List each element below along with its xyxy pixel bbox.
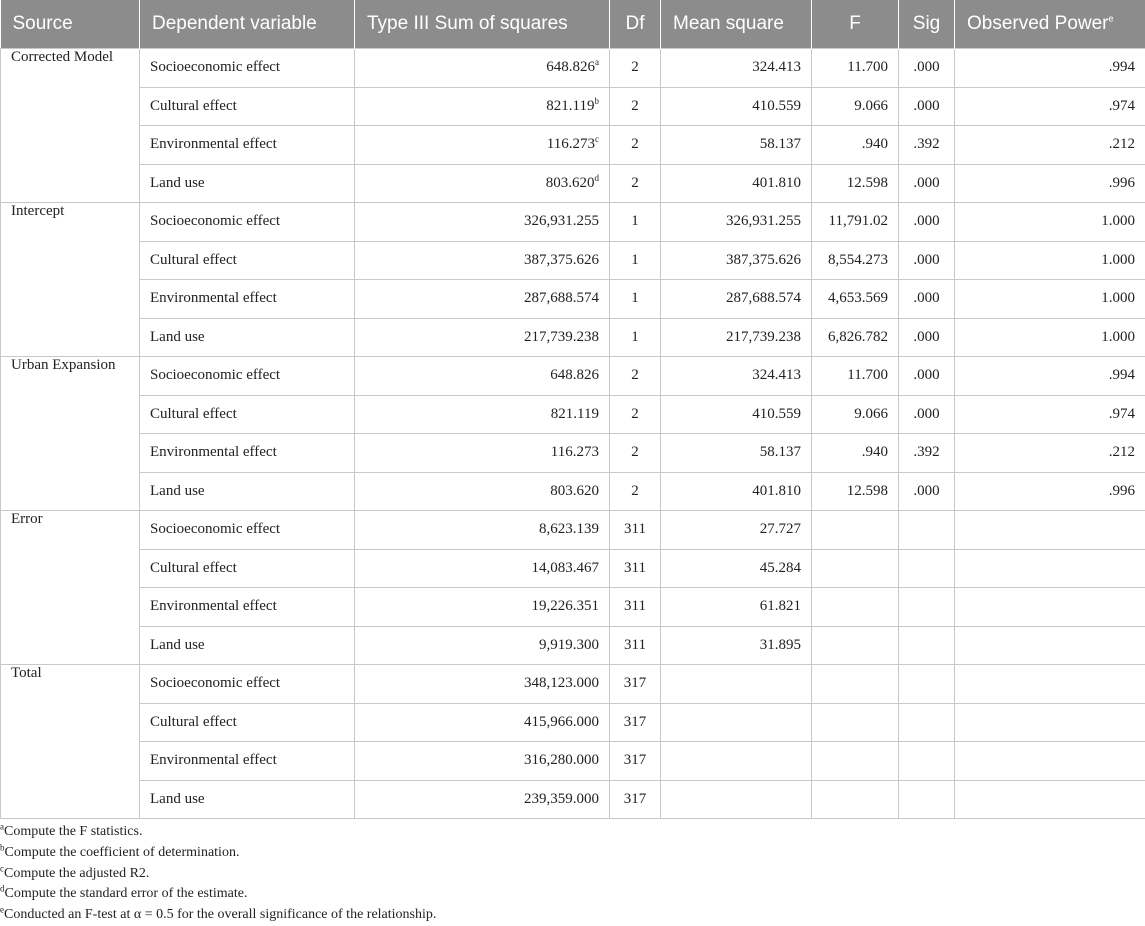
footnote bbox=[0, 905, 436, 926]
footnote bbox=[0, 822, 436, 843]
mean-square-cell: 324.413 bbox=[661, 357, 812, 396]
sig-cell bbox=[899, 703, 955, 742]
f-cell: 6,826.782 bbox=[812, 318, 899, 357]
header-f: F bbox=[812, 0, 899, 49]
observed-power-cell: .212 bbox=[955, 126, 1145, 165]
table-row bbox=[1, 665, 1145, 704]
footnote-text: Conducted an F-test at α = 0.5 for the overall significance of the relationship. bbox=[4, 907, 436, 922]
df-cell: 1 bbox=[610, 280, 661, 319]
df-cell: 311 bbox=[610, 511, 661, 550]
df-cell: 2 bbox=[610, 395, 661, 434]
table-row bbox=[1, 549, 1145, 588]
header-source: Source bbox=[1, 0, 140, 49]
observed-power-cell: .974 bbox=[955, 87, 1145, 126]
dependent-variable-cell: Environmental effect bbox=[140, 588, 355, 627]
source-cell: Error bbox=[1, 511, 140, 665]
df-cell: 317 bbox=[610, 742, 661, 781]
table-row bbox=[1, 703, 1145, 742]
sum-of-squares-value: 116.273 bbox=[547, 136, 595, 152]
table-row bbox=[1, 49, 1145, 88]
sum-of-squares-value: 116.273 bbox=[551, 444, 599, 460]
sum-of-squares-value: 14,083.467 bbox=[532, 560, 600, 576]
sum-of-squares-value: 648.826 bbox=[546, 59, 595, 75]
footnote-text: Compute the coefficient of determination. bbox=[5, 845, 240, 860]
footnote-text: Compute the F statistics. bbox=[4, 824, 142, 839]
sum-of-squares-value: 8,623.139 bbox=[539, 521, 599, 537]
dependent-variable-cell: Cultural effect bbox=[140, 241, 355, 280]
sum-of-squares-value: 9,919.300 bbox=[539, 637, 599, 653]
table-row bbox=[1, 511, 1145, 550]
sum-of-squares-cell bbox=[355, 126, 610, 165]
df-cell: 2 bbox=[610, 434, 661, 473]
table-row bbox=[1, 742, 1145, 781]
table-row bbox=[1, 280, 1145, 319]
mean-square-cell: 401.810 bbox=[661, 472, 812, 511]
df-cell: 1 bbox=[610, 318, 661, 357]
source-cell: Intercept bbox=[1, 203, 140, 357]
f-cell bbox=[812, 588, 899, 627]
sig-cell: .000 bbox=[899, 472, 955, 511]
table-row bbox=[1, 434, 1145, 473]
header-mean-square: Mean square bbox=[661, 0, 812, 49]
sum-of-squares-value: 821.119 bbox=[546, 98, 594, 114]
dependent-variable-cell: Environmental effect bbox=[140, 742, 355, 781]
sig-cell: .392 bbox=[899, 126, 955, 165]
f-cell: .940 bbox=[812, 126, 899, 165]
table-row bbox=[1, 318, 1145, 357]
sum-of-squares-value: 348,123.000 bbox=[524, 675, 599, 691]
table-row bbox=[1, 126, 1145, 165]
f-cell bbox=[812, 626, 899, 665]
mean-square-cell: 58.137 bbox=[661, 126, 812, 165]
sig-cell bbox=[899, 511, 955, 550]
df-cell: 1 bbox=[610, 241, 661, 280]
footnote-mark: d bbox=[595, 173, 600, 183]
df-cell: 2 bbox=[610, 87, 661, 126]
mean-square-cell: 401.810 bbox=[661, 164, 812, 203]
observed-power-cell: .996 bbox=[955, 472, 1145, 511]
mean-square-cell: 31.895 bbox=[661, 626, 812, 665]
mean-square-cell: 410.559 bbox=[661, 395, 812, 434]
mean-square-cell: 410.559 bbox=[661, 87, 812, 126]
table-header-row bbox=[1, 0, 1145, 49]
header-sum-of-squares: Type III Sum of squares bbox=[355, 0, 610, 49]
observed-power-cell bbox=[955, 588, 1145, 627]
dependent-variable-cell: Socioeconomic effect bbox=[140, 203, 355, 242]
mean-square-cell: 45.284 bbox=[661, 549, 812, 588]
sum-of-squares-cell bbox=[355, 87, 610, 126]
footnote-mark: a bbox=[0, 821, 4, 831]
dependent-variable-cell: Environmental effect bbox=[140, 126, 355, 165]
f-cell: 4,653.569 bbox=[812, 280, 899, 319]
f-cell bbox=[812, 665, 899, 704]
source-cell: Corrected Model bbox=[1, 49, 140, 203]
sum-of-squares-value: 326,931.255 bbox=[524, 213, 599, 229]
df-cell: 311 bbox=[610, 549, 661, 588]
mean-square-cell: 387,375.626 bbox=[661, 241, 812, 280]
observed-power-cell: .994 bbox=[955, 49, 1145, 88]
sum-of-squares-cell bbox=[355, 357, 610, 396]
table-row bbox=[1, 241, 1145, 280]
sum-of-squares-cell bbox=[355, 203, 610, 242]
sum-of-squares-value: 287,688.574 bbox=[524, 290, 599, 306]
f-cell bbox=[812, 703, 899, 742]
sum-of-squares-cell bbox=[355, 49, 610, 88]
sig-cell: .000 bbox=[899, 395, 955, 434]
sig-cell bbox=[899, 626, 955, 665]
mean-square-cell bbox=[661, 780, 812, 819]
dependent-variable-cell: Environmental effect bbox=[140, 280, 355, 319]
f-cell: 9.066 bbox=[812, 395, 899, 434]
footnote bbox=[0, 884, 436, 905]
f-cell bbox=[812, 780, 899, 819]
table-row bbox=[1, 357, 1145, 396]
sum-of-squares-cell bbox=[355, 780, 610, 819]
f-cell bbox=[812, 549, 899, 588]
sum-of-squares-value: 648.826 bbox=[550, 367, 599, 383]
header-dependent-variable: Dependent variable bbox=[140, 0, 355, 49]
df-cell: 2 bbox=[610, 357, 661, 396]
header-power-footnote-mark: e bbox=[1109, 14, 1114, 24]
observed-power-cell bbox=[955, 549, 1145, 588]
f-cell bbox=[812, 742, 899, 781]
f-cell: 11,791.02 bbox=[812, 203, 899, 242]
header-observed-power bbox=[955, 0, 1145, 49]
sum-of-squares-value: 821.119 bbox=[551, 406, 599, 422]
dependent-variable-cell: Land use bbox=[140, 780, 355, 819]
source-cell: Total bbox=[1, 665, 140, 819]
df-cell: 2 bbox=[610, 49, 661, 88]
dependent-variable-cell: Socioeconomic effect bbox=[140, 357, 355, 396]
footnote-mark: d bbox=[0, 884, 5, 894]
table-row bbox=[1, 164, 1145, 203]
sig-cell: .000 bbox=[899, 318, 955, 357]
observed-power-cell: .994 bbox=[955, 357, 1145, 396]
dependent-variable-cell: Land use bbox=[140, 318, 355, 357]
observed-power-cell bbox=[955, 703, 1145, 742]
mean-square-cell: 324.413 bbox=[661, 49, 812, 88]
sig-cell bbox=[899, 665, 955, 704]
sum-of-squares-cell bbox=[355, 511, 610, 550]
dependent-variable-cell: Socioeconomic effect bbox=[140, 49, 355, 88]
sig-cell: .000 bbox=[899, 49, 955, 88]
sum-of-squares-cell bbox=[355, 280, 610, 319]
sum-of-squares-value: 239,359.000 bbox=[524, 791, 599, 807]
sig-cell: .000 bbox=[899, 203, 955, 242]
table-row bbox=[1, 472, 1145, 511]
footnote-mark: e bbox=[0, 905, 4, 915]
sum-of-squares-cell bbox=[355, 703, 610, 742]
footnote-text: Compute the standard error of the estimate. bbox=[5, 886, 248, 901]
observed-power-cell: 1.000 bbox=[955, 241, 1145, 280]
f-cell: 12.598 bbox=[812, 164, 899, 203]
sig-cell bbox=[899, 588, 955, 627]
dependent-variable-cell: Socioeconomic effect bbox=[140, 665, 355, 704]
df-cell: 317 bbox=[610, 703, 661, 742]
sig-cell: .000 bbox=[899, 241, 955, 280]
sum-of-squares-cell bbox=[355, 241, 610, 280]
mean-square-cell bbox=[661, 742, 812, 781]
sum-of-squares-cell bbox=[355, 318, 610, 357]
table-row bbox=[1, 626, 1145, 665]
observed-power-cell: 1.000 bbox=[955, 318, 1145, 357]
footnote-mark: b bbox=[0, 842, 5, 852]
footnote-text: Compute the adjusted R2. bbox=[4, 866, 149, 881]
df-cell: 311 bbox=[610, 588, 661, 627]
dependent-variable-cell: Socioeconomic effect bbox=[140, 511, 355, 550]
table-row bbox=[1, 395, 1145, 434]
df-cell: 1 bbox=[610, 203, 661, 242]
header-sig: Sig bbox=[899, 0, 955, 49]
sig-cell: .000 bbox=[899, 87, 955, 126]
df-cell: 2 bbox=[610, 126, 661, 165]
source-cell: Urban Expansion bbox=[1, 357, 140, 511]
sig-cell: .392 bbox=[899, 434, 955, 473]
mean-square-cell bbox=[661, 703, 812, 742]
df-cell: 317 bbox=[610, 665, 661, 704]
sum-of-squares-cell bbox=[355, 626, 610, 665]
header-df: Df bbox=[610, 0, 661, 49]
observed-power-cell bbox=[955, 511, 1145, 550]
sig-cell bbox=[899, 780, 955, 819]
dependent-variable-cell: Land use bbox=[140, 164, 355, 203]
f-cell bbox=[812, 511, 899, 550]
sum-of-squares-value: 19,226.351 bbox=[532, 598, 600, 614]
sum-of-squares-cell bbox=[355, 665, 610, 704]
dependent-variable-cell: Land use bbox=[140, 472, 355, 511]
sum-of-squares-cell bbox=[355, 472, 610, 511]
observed-power-cell: 1.000 bbox=[955, 203, 1145, 242]
footnote-mark: a bbox=[595, 57, 599, 67]
table-row bbox=[1, 87, 1145, 126]
dependent-variable-cell: Cultural effect bbox=[140, 703, 355, 742]
table-body bbox=[1, 49, 1145, 819]
sum-of-squares-value: 387,375.626 bbox=[524, 252, 599, 268]
observed-power-cell: .974 bbox=[955, 395, 1145, 434]
footnote-mark: c bbox=[595, 134, 599, 144]
footnote-mark: c bbox=[0, 863, 4, 873]
observed-power-cell bbox=[955, 742, 1145, 781]
sig-cell: .000 bbox=[899, 280, 955, 319]
footnote bbox=[0, 843, 436, 864]
table-row bbox=[1, 203, 1145, 242]
df-cell: 317 bbox=[610, 780, 661, 819]
sig-cell: .000 bbox=[899, 357, 955, 396]
f-cell: 9.066 bbox=[812, 87, 899, 126]
sum-of-squares-value: 803.620 bbox=[546, 175, 595, 191]
mean-square-cell: 61.821 bbox=[661, 588, 812, 627]
sum-of-squares-cell bbox=[355, 588, 610, 627]
sum-of-squares-cell bbox=[355, 549, 610, 588]
f-cell: 11.700 bbox=[812, 49, 899, 88]
f-cell: .940 bbox=[812, 434, 899, 473]
mean-square-cell: 27.727 bbox=[661, 511, 812, 550]
table-row bbox=[1, 780, 1145, 819]
footnote bbox=[0, 864, 436, 885]
df-cell: 2 bbox=[610, 472, 661, 511]
df-cell: 311 bbox=[610, 626, 661, 665]
f-cell: 12.598 bbox=[812, 472, 899, 511]
sum-of-squares-cell bbox=[355, 395, 610, 434]
sig-cell bbox=[899, 549, 955, 588]
f-cell: 8,554.273 bbox=[812, 241, 899, 280]
observed-power-cell bbox=[955, 780, 1145, 819]
f-cell: 11.700 bbox=[812, 357, 899, 396]
observed-power-cell bbox=[955, 626, 1145, 665]
mean-square-cell: 287,688.574 bbox=[661, 280, 812, 319]
dependent-variable-cell: Cultural effect bbox=[140, 87, 355, 126]
mean-square-cell bbox=[661, 665, 812, 704]
mean-square-cell: 58.137 bbox=[661, 434, 812, 473]
table-row bbox=[1, 588, 1145, 627]
sum-of-squares-cell bbox=[355, 164, 610, 203]
sum-of-squares-value: 803.620 bbox=[550, 483, 599, 499]
df-cell: 2 bbox=[610, 164, 661, 203]
dependent-variable-cell: Land use bbox=[140, 626, 355, 665]
dependent-variable-cell: Environmental effect bbox=[140, 434, 355, 473]
sig-cell: .000 bbox=[899, 164, 955, 203]
observed-power-cell: .996 bbox=[955, 164, 1145, 203]
mean-square-cell: 217,739.238 bbox=[661, 318, 812, 357]
observed-power-cell: 1.000 bbox=[955, 280, 1145, 319]
footnote-mark: b bbox=[595, 96, 600, 106]
sum-of-squares-value: 316,280.000 bbox=[524, 752, 599, 768]
sum-of-squares-value: 415,966.000 bbox=[524, 714, 599, 730]
dependent-variable-cell: Cultural effect bbox=[140, 549, 355, 588]
sig-cell bbox=[899, 742, 955, 781]
sum-of-squares-cell bbox=[355, 434, 610, 473]
header-observed-power-label: Observed Power bbox=[967, 13, 1109, 34]
observed-power-cell bbox=[955, 665, 1145, 704]
sum-of-squares-cell bbox=[355, 742, 610, 781]
observed-power-cell: .212 bbox=[955, 434, 1145, 473]
sum-of-squares-value: 217,739.238 bbox=[524, 329, 599, 345]
footnotes bbox=[0, 822, 436, 926]
dependent-variable-cell: Cultural effect bbox=[140, 395, 355, 434]
mean-square-cell: 326,931.255 bbox=[661, 203, 812, 242]
